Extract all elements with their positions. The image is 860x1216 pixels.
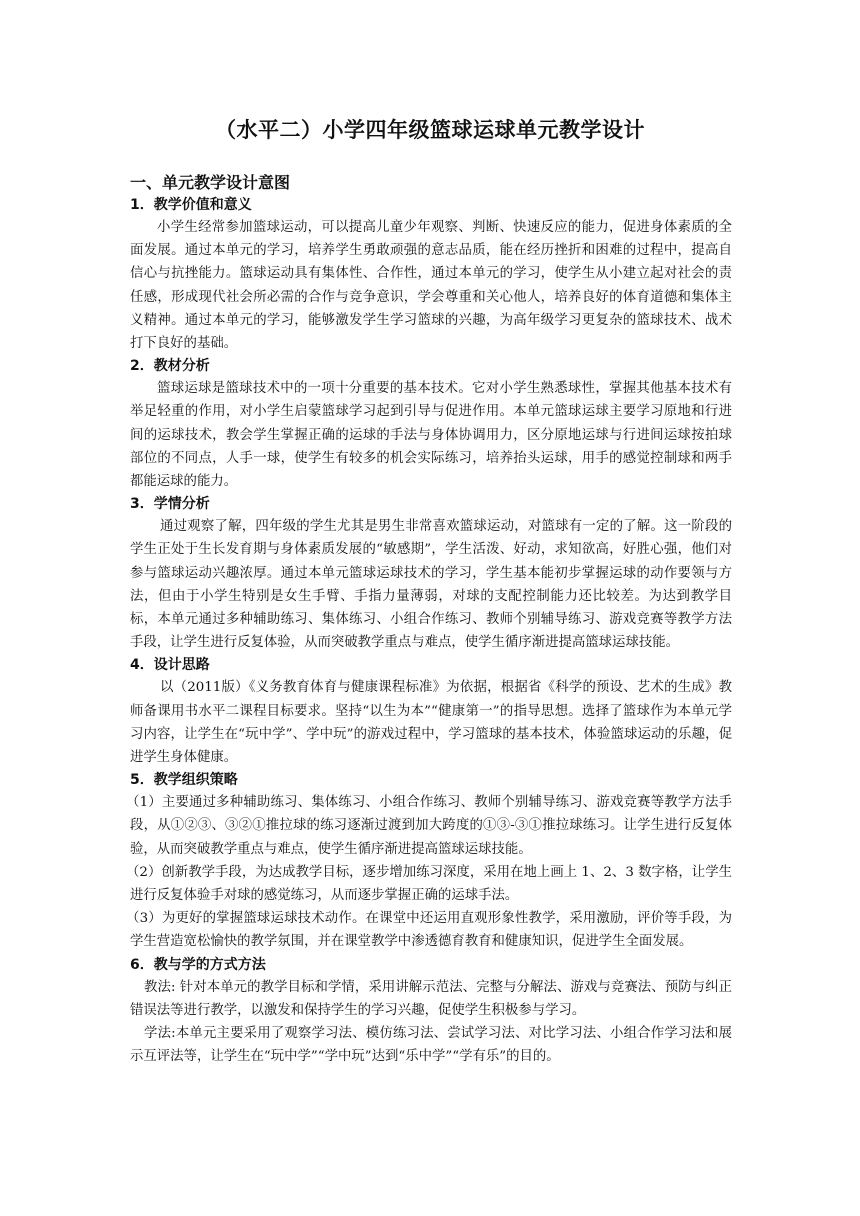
paragraph-material: 篮球运球是篮球技术中的一项十分重要的基本技术。它对小学生熟悉球性，掌握其他基本技术有举足轻重的作用，对小学生启蒙篮球学习起到引导与促进作用。本单元篮球运球主要学习原地和行进间的运球技术，教会学生掌握正确的运球的手法与身体协调用力，区分原地运球与行进间运球按拍球部位的不同点，人手一球，使学生有较多的机会实际练习，培养抬头运球，用手的感觉控制球和两手都能运球的能力。: [130, 381, 732, 490]
paragraph-strategy-2: （2）创新教学手段，为达成教学目标，逐步增加练习深度，采用在地上画上 1、2、3 数字格，让学生进行反复体验手对球的感觉练习，从而逐步掌握正确的运球手法。: [126, 864, 732, 904]
paragraph-learners: 通过观察了解，四年级的学生尤其是男生非常喜欢篮球运动，对篮球有一定的了解。这一阶段的学生正处于生长发育期与身体素质发展的“敏感期”，学生活泼、好动，求知欲高，好胜心强，他们对参与篮球运动兴趣浓厚。通过本单元篮球运球技术的学习，学生基本能初步掌握运球的动作要领与方法，但由于小学生特别是女生手臂、手指力量薄弱，对球的支配控制能力还比较差。为达到教学目标，本单元通过多种辅助练习、集体练习、小组合作练习、教师个别辅导练习、游戏竞赛等教学方法手段，让学生进行反复体验，从而突破教学重点与难点，使学生循序渐进提高篮球运球技能。: [130, 519, 732, 651]
document-body: [126, 172, 732, 1069]
subsection-heading-methods: 6．教与学的方式方法: [130, 956, 266, 973]
document-title: （水平二）小学四年级篮球运球单元教学设计: [215, 118, 645, 142]
paragraph-learning-method: 学法:本单元主要采用了观察学习法、模仿练习法、尝试学习法、对比学习法、小组合作学习法和展示互评法等，让学生在“玩中学”“学中玩”达到“乐中学”“学有乐”的目的。: [130, 1026, 732, 1065]
subsection-heading-design: 4．设计思路: [130, 657, 210, 674]
paragraph-value: 小学生经常参加篮球运动，可以提高儿童少年观察、判断、快速反应的能力，促进身体素质的全面发展。通过本单元的学习，培养学生勇敢顽强的意志品质，能在经历挫折和困难的过程中，提高自信心与抗挫能力。篮球运动具有集体性、合作性，通过本单元的学习，使学生从小建立起对社会的责任感，形成现代社会所必需的合作与竞争意识，学会尊重和关心他人，培养良好的体育道德和集体主义精神。通过本单元的学习，能够激发学生学习篮球的兴趣，为高年级学习更复杂的篮球技术、战术打下良好的基础。: [130, 220, 732, 352]
subsection-heading-strategy: 5．教学组织策略: [130, 772, 238, 789]
paragraph-strategy-3: （3）为更好的掌握篮球运球技术动作。在课堂中还运用直观形象性教学，采用激励，评价等手段，为学生营造宽松愉快的教学氛围，并在课堂教学中渗透德育教育和健康知识，促进学生全面发展。: [126, 911, 732, 950]
subsection-heading-value: 1．教学价值和意义: [130, 197, 252, 213]
subsection-heading-learners: 3．学情分析: [130, 496, 210, 513]
paragraph-teaching-method: 教法: 针对本单元的教学目标和学情，采用讲解示范法、完整与分解法、游戏与竞赛法、预防与纠正错误法等进行教学，以激发和保持学生的学习兴趣，促使学生积极参与学习。: [130, 979, 732, 1018]
subsection-heading-material: 2．教材分析: [130, 358, 210, 375]
paragraph-strategy-1: （1）主要通过多种辅助练习、集体练习、小组合作练习、教师个别辅导练习、游戏竞赛等教学方法手段，从①②③、③②①推拉球的练习逐渐过渡到加大跨度的①③-③①推拉球练习。让学生进行反复体验，从而突破教学重点与难点，使学生循序渐进提高篮球运球技能。: [126, 795, 732, 857]
section-heading: 一、单元教学设计意图: [130, 173, 291, 192]
paragraph-design: 以（2011版）《义务教育体育与健康课程标准》为依据，根据省《科学的预设、艺术的生成》教师备课用书水平二课程目标要求。坚持“以生为本”“健康第一”的指导思想。选择了篮球作为本单元学习内容，让学生在“玩中学”、学中玩”的游戏过程中，学习篮球的基本技术，体验篮球运动的乐趣，促进学生身体健康。: [130, 680, 732, 766]
